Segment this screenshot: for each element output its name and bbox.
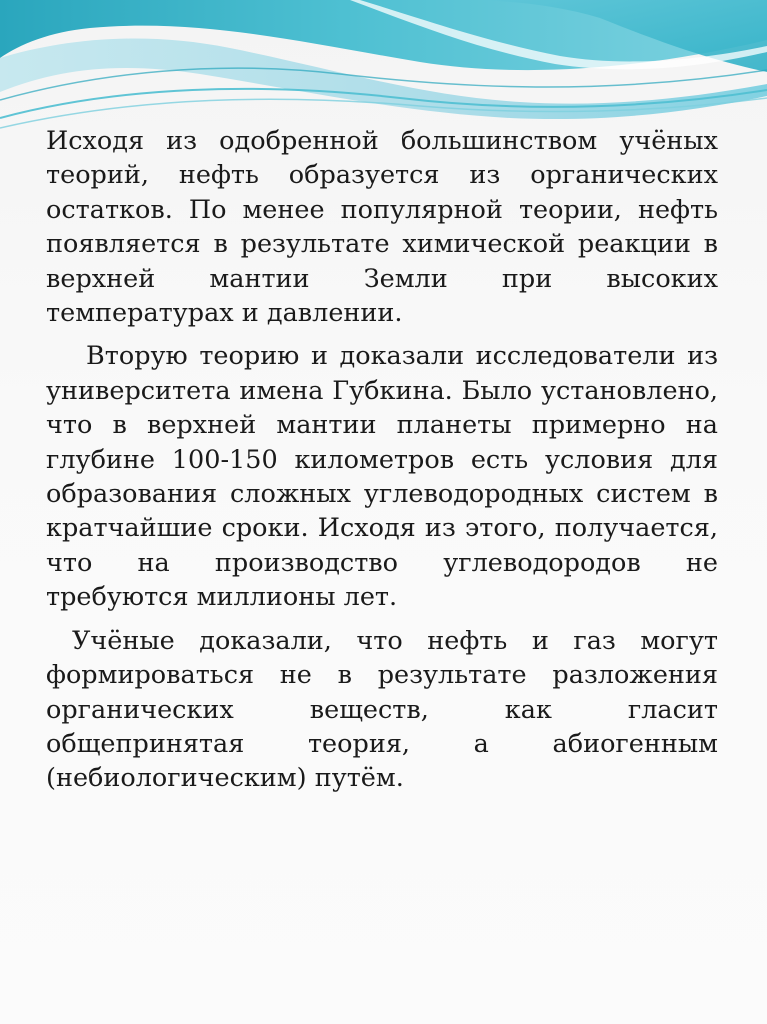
slide-body [46,124,718,805]
paragraph-2: Вторую теорию и доказали исследователи из университета имена Губкина. Было установлено, что в верхней мантии планеты примерно на глубине 100-150 километров есть условия для образования сложных углеводородных систем в кратчайшие сроки. Исходя из этого, получается, что на производство углеводородов не требуются миллионы лет. [46,341,718,613]
paragraph-3: Учёные доказали, что нефть и газ могут формироваться не в результате разложения органических веществ, как гласит общепринятая теория, а абиогенным (небиологическим) путём. [46,625,718,794]
paragraph-1: Исходя из одобренной большинством учёных теорий, нефть образуется из органических остатков. По менее популярной теории, нефть появляется в результате химической реакции в верхней мантии Земли при высоких температурах и давлении. [46,126,718,329]
